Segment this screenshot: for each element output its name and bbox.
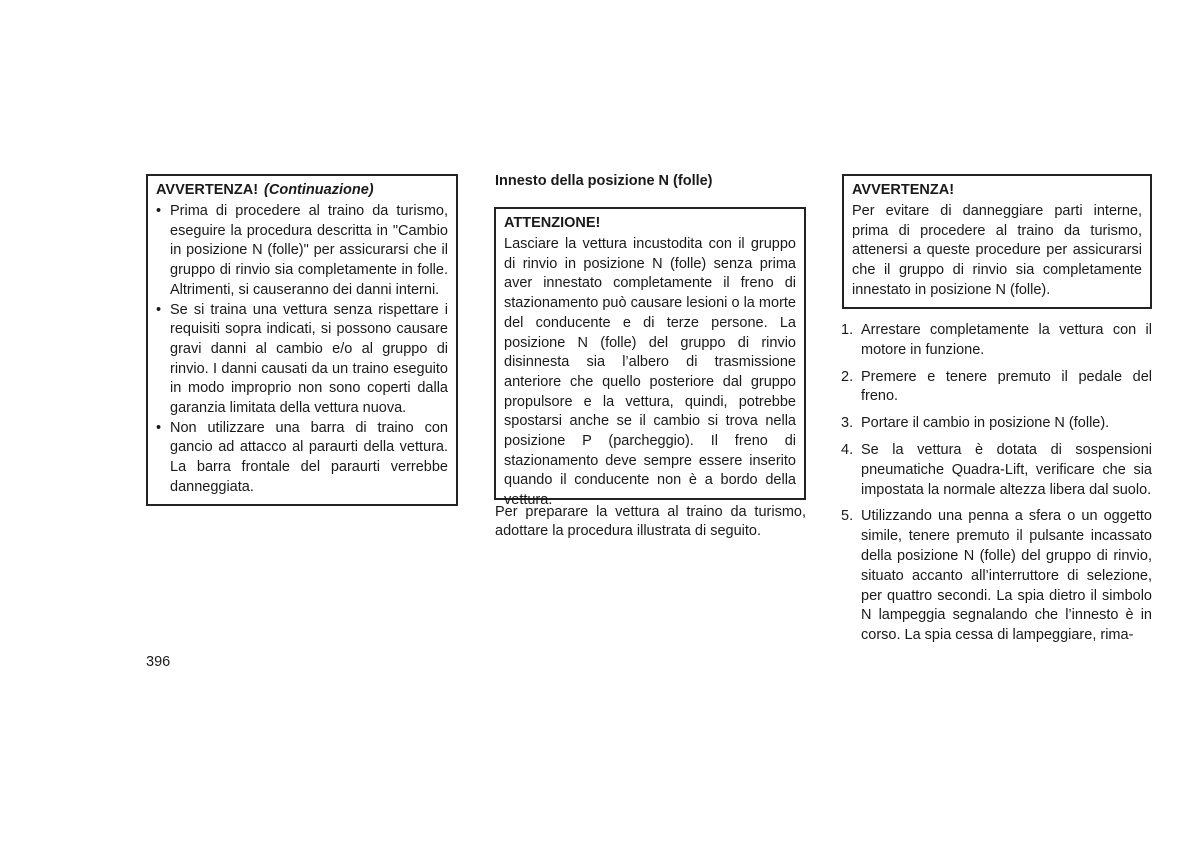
step-text: Portare il cambio in posizione N (folle). — [861, 415, 1110, 432]
bullet-item: • Se si traina una vettura senza rispettare i requisiti sopra indicati, si possono causare gravi danni al cambio e/o al gruppo di rinvio. I danni causati da un traino eseguito in modo improprio non sono coperti dalla garanzia limitata della vettura nuova. — [156, 301, 448, 419]
step-item — [841, 441, 1152, 500]
step-item — [841, 507, 1152, 646]
step-item — [841, 368, 1152, 408]
warning-title: AVVERTENZA! — [852, 182, 955, 198]
step-item — [841, 321, 1152, 361]
bullet-item: • Non utilizzare una barra di traino con gancio ad attacco al paraurti della vettura. La barra frontale del paraurti verrebbe danneggiata. — [156, 419, 448, 498]
page-number: 396 — [146, 654, 171, 670]
procedure-steps — [841, 321, 1152, 653]
step-number: 2. — [841, 368, 854, 385]
step-number: 5. — [841, 508, 854, 525]
bullet-item: • Prima di procedere al traino da turismo, eseguire la procedura descritta in "Cambio in posizione N (folle)" per assicurarsi che il gruppo di rinvio sia completamente in folle. Altrimenti, si causeranno dei danni interni. — [156, 202, 448, 301]
warning-title-continuation: (Continuazione) — [264, 182, 374, 198]
step-number: 1. — [841, 322, 854, 338]
caution-box — [494, 207, 806, 509]
warning-title: AVVERTENZA! (Continuazione) — [156, 182, 374, 198]
warning-box-right — [842, 174, 1152, 309]
step-text: Premere e tenere premuto il pedale del freno. — [861, 368, 1152, 405]
caution-title: ATTENZIONE! — [504, 215, 601, 231]
step-number: 3. — [841, 415, 854, 432]
step-number: 4. — [841, 441, 854, 458]
step-text: Utilizzando una penna a sfera o un oggetto simile, tenere premuto il pulsante incassato della posizione N (folle) del gruppo di rinvio, situato accanto all’interruttore di selezione, per quattro secondi. La spia dietro il simbolo N lampeggia segnalando che l’innesto è in corso. La spia cessa di lampeggiare, rima- — [861, 508, 1152, 644]
warning-box-left — [146, 174, 458, 506]
step-text: Se la vettura è dotata di sospensioni pneumatiche Quadra-Lift, verificare che sia impostata la normale altezza libera dal suolo. — [861, 441, 1152, 498]
step-text: Arrestare completamente la vettura con il motore in funzione. — [861, 322, 1152, 358]
warning-bullet-list — [156, 202, 448, 498]
step-item — [841, 414, 1152, 434]
warning-text: Per evitare di danneggiare parti interne, prima di procedere al traino da turismo, attenersi a queste procedure per assicurarsi che il gruppo di rinvio sia completamente innestato in posizione N (folle). — [852, 203, 1142, 298]
section-heading: Innesto della posizione N (folle) — [495, 173, 713, 189]
intro-paragraph: Per preparare la vettura al traino da turismo, adottare la procedura illustrata di seguito. — [495, 504, 806, 539]
caution-text: Lasciare la vettura incustodita con il gruppo di rinvio in posizione N (folle) senza prima aver innestato completamente il freno di stazionamento può causare lesioni o la morte del conducente e di terze persone. La posizione N (folle) del gruppo di rinvio disinnesta sia l’albero di trasmissione anteriore che quello posteriore dal gruppo propulsore e la vettura, quindi, potrebbe spostarsi anche se il cambio si trova nella posizione P (parcheggio). Il freno di stazionamento deve sempre essere inserito quando il conducente non è a bordo della vettura. — [504, 236, 796, 509]
